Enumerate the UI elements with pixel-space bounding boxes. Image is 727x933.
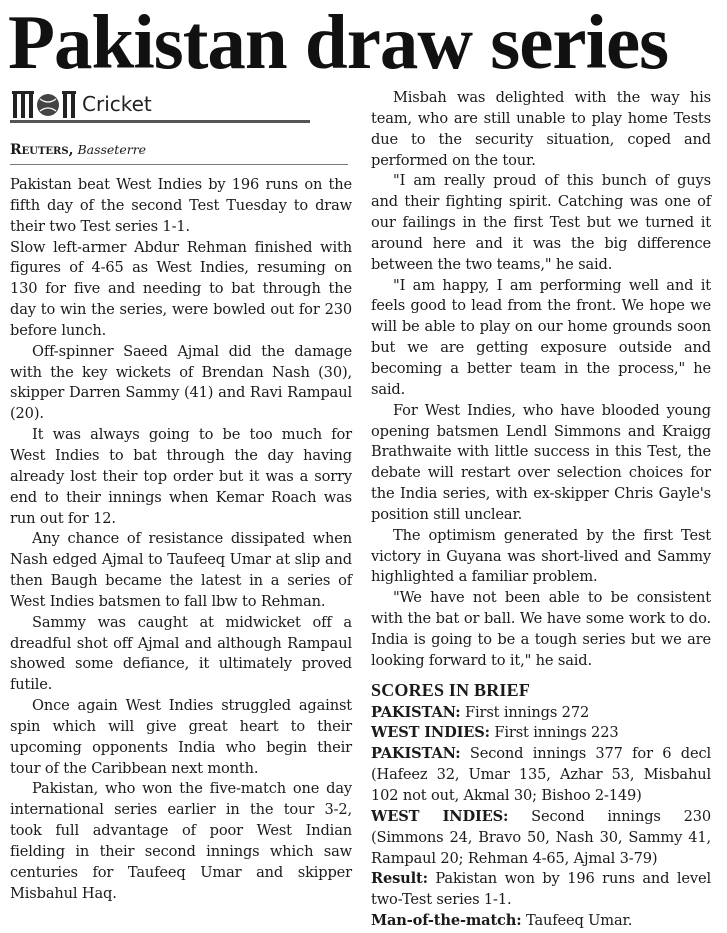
- article-paragraph: Slow left-armer Abdur Rehman finished with figures of 4-65 as West Indies, resuming on 130 for five and needing to bat through the day to win the series, were bowled out for 230 before lunch.: [10, 238, 352, 339]
- cricket-ball-stumps-icon: [10, 88, 82, 122]
- left-body: [10, 175, 352, 905]
- article-paragraph: It was always going to be too much for West Indies to bat through the day having already lost their top order but it was a sorry end to their innings when Kemar Roach was run out for 12.: [10, 426, 352, 527]
- scores-heading: SCORES IN BRIEF: [371, 679, 531, 700]
- article-paragraph: Pakistan beat West Indies by 196 runs on the fifth day of the second Test Tuesday to draw their two Test series 1-1.: [10, 176, 352, 235]
- article-paragraph: For West Indies, who have blooded young opening batsmen Lendl Simmons and Kraigg Brathwaite with little success in this Test, the debate will restart over selection choices for the India series, with ex-skipper Chris Gayle's position still unclear.: [371, 401, 711, 523]
- left-column: [10, 88, 352, 905]
- section-rule: [10, 120, 310, 123]
- scores-list: [371, 703, 711, 932]
- score-team-label: WEST INDIES:: [371, 807, 509, 825]
- headline: Pakistan draw series: [8, 0, 669, 85]
- score-team-label: WEST INDIES:: [371, 724, 490, 742]
- score-line: [371, 911, 711, 932]
- score-line: [371, 869, 711, 911]
- score-text: Pakistan won by 196 runs and level two-Test series 1-1.: [371, 870, 711, 909]
- score-line: [371, 703, 711, 724]
- right-column: [371, 88, 711, 932]
- article-paragraph: Sammy was caught at midwicket off a dreadful shot off Ajmal and although Rampaul showed some defiance, it ultimately proved futile.: [10, 613, 352, 694]
- score-team-label: PAKISTAN:: [371, 745, 461, 763]
- article-paragraph: Misbah was delighted with the way his team, who are still unable to play home Tests due to the security situation, coped and performed on the tour.: [371, 89, 711, 169]
- section-tag: [10, 88, 352, 128]
- score-text: First innings 272: [460, 703, 590, 721]
- article-paragraph: Pakistan, who won the five-match one day international series earlier in the tour 3-2, took full advantage of poor West Indian fielding in their second innings which saw centuries for Taufeeq Umar and skipper Misbahul Haq.: [10, 780, 352, 902]
- article-paragraph: "I am happy, I am performing well and it feels good to lead from the front. We hope we will be able to play on our home grounds soon but we are getting exposure outside and becoming a better team in the process," he said.: [371, 276, 711, 398]
- score-motm-label: Man-of-the-match:: [371, 912, 522, 930]
- section-label: Cricket: [82, 92, 152, 116]
- score-result-label: Result:: [371, 870, 428, 888]
- article-paragraph: Once again West Indies struggled against spin which will give great heart to their upcoming opponents India who begin their tour of the Caribbean next month.: [10, 697, 352, 777]
- article-paragraph: Off-spinner Saeed Ajmal did the damage with the key wickets of Brendan Nash (30), skipper Darren Sammy (41) and Ravi Rampaul (20).: [10, 342, 352, 423]
- score-line: [371, 807, 711, 870]
- article-paragraph: The optimism generated by the first Test victory in Guyana was short-lived and Sammy highlighted a familiar problem.: [371, 526, 711, 586]
- score-team-label: PAKISTAN:: [371, 703, 461, 721]
- score-text: Taufeeq Umar.: [521, 912, 633, 930]
- score-text: Second innings 230 (Simmons 24, Bravo 50, Nash 30, Sammy 41, Rampaul 20; Rehman 4-65, Ajmal 3-79): [371, 807, 711, 867]
- score-line: [371, 723, 711, 744]
- article-paragraph: "We have not been able to be consistent with the bat or ball. We have some work to do. India is going to be a tough series but we are looking forward to it," he said.: [371, 589, 711, 669]
- article-paragraph: "I am really proud of this bunch of guys and their fighting spirit. Catching was one of our failings in the first Test but we turned it around here and it was the big difference between the two teams," he said.: [371, 172, 711, 273]
- score-line: [371, 744, 711, 807]
- byline: [10, 142, 348, 165]
- byline-place: Basseterre: [77, 142, 147, 157]
- score-text: Second innings 377 for 6 decl (Hafeez 32, Umar 135, Azhar 53, Misbahul 102 not out, Akmal 30; Bishoo 2-149): [371, 745, 711, 804]
- score-text: First innings 223: [489, 724, 619, 742]
- article-paragraph: Any chance of resistance dissipated when Nash edged Ajmal to Taufeeq Umar at slip and then Baugh became the latest in a series of West Indies batsmen to fall lbw to Rehman.: [10, 530, 352, 610]
- byline-agency: Reuters,: [10, 142, 74, 158]
